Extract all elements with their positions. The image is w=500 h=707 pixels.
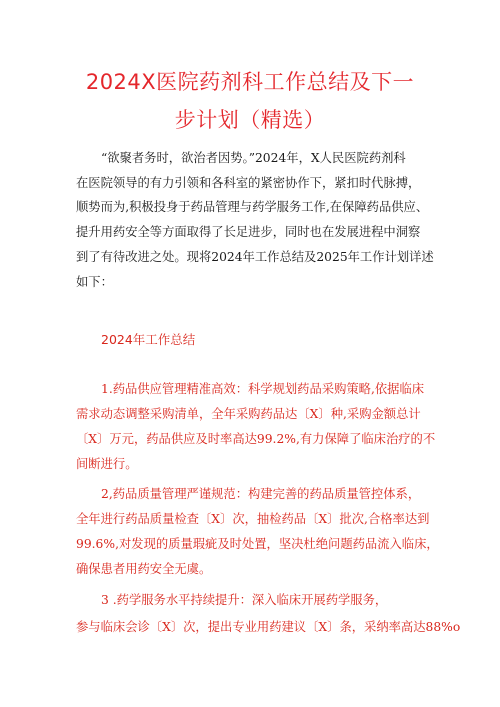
body-line-5: 2,药品质量管理严谨规范：构建完善的药品质量管控体系， <box>101 487 421 501</box>
body-line-4: 间断进行。 <box>76 457 138 471</box>
intro-line-4: 提升用药安全等方面取得了长足进步，同时也在发展进程中洞察 <box>76 225 421 239</box>
body-line-6: 全年进行药品质量检查〔X〕次，抽检药品〔X〕批次,合格率达到 <box>76 512 430 526</box>
body-line-7: 99.6%,对发现的质量瑕疵及时处置，坚决杜绝问题药品流入临床， <box>76 537 439 551</box>
intro-line-1: “欲聚者务时，欲治者因势。”2024年，X人民医院药剂科 <box>101 151 406 165</box>
intro-line-6: 如下： <box>76 275 113 289</box>
intro-line-3: 顺势而为,积极投身于药品管理与药学服务工作,在保障药品供应、 <box>76 200 429 214</box>
body-line-8: 确保患者用药安全无虞。 <box>76 562 212 576</box>
document-title-line-2: 步计划（精选） <box>174 108 326 132</box>
section-heading: 2024年工作总结 <box>101 332 196 347</box>
body-line-1: 1.药品供应管理精准高效：科学规划药品采购策略,依据临床 <box>101 382 425 396</box>
body-line-3: 〔X〕万元，药品供应及时率高达99.2%,有力保障了临床治疗的不 <box>76 432 436 446</box>
intro-line-2: 在医院领导的有力引领和各科室的紧密协作下，紧扣时代脉搏， <box>76 176 421 190</box>
body-line-9: 3 .药学服务水平持续提升：深入临床开展药学服务， <box>101 593 388 607</box>
body-line-2: 需求动态调整采购清单，全年采购药品达〔X〕种,采购金额总计 <box>76 407 421 421</box>
document-title-line-1: 2024X医院药剂科工作总结及下一 <box>85 70 415 94</box>
intro-line-5: 到了有待改进之处。现将2024年工作总结及2025年工作计划详述 <box>76 250 434 264</box>
body-line-10: 参与临床会诊〔X〕次，提出专业用药建议〔X〕条，采纳率高达88%o <box>76 620 461 634</box>
